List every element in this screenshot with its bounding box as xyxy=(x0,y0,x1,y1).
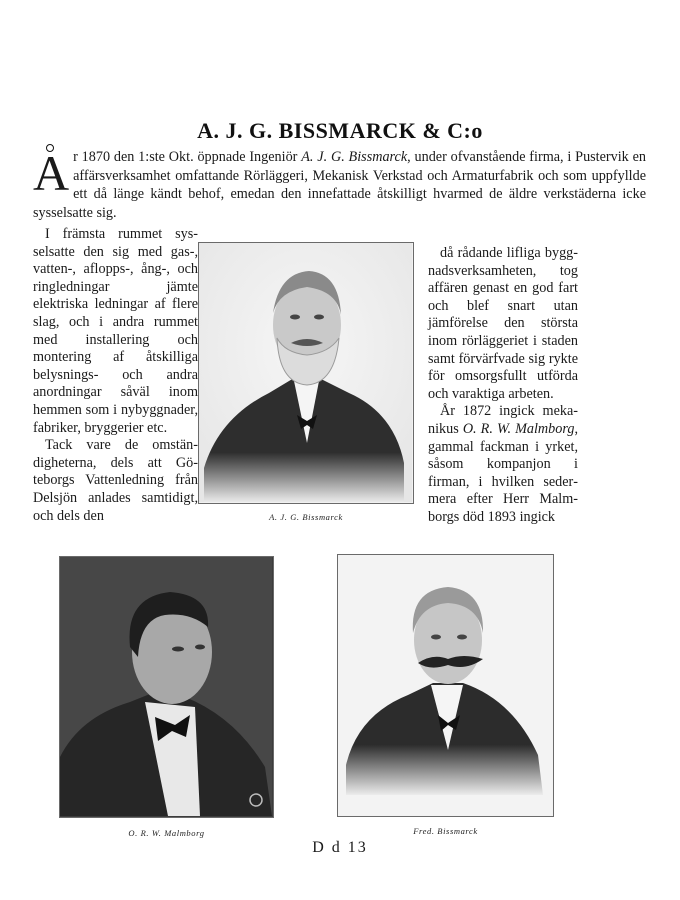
left-column xyxy=(33,226,198,525)
portrait-bearded-man-icon xyxy=(199,243,412,502)
right-paragraph-1: då rådande lifliga byggnadsverksamheten, tog affären genast en god fart och blef snart utan jämförelse den största inom rörläggeriet i staden samt förvärfvade sig rykte för omsorgsfullt utförda och varaktiga arbeten. xyxy=(428,245,578,402)
drop-cap: A xyxy=(33,145,70,201)
portrait-photo-malmborg xyxy=(59,556,274,818)
photo-caption: Fred. Bissmarck xyxy=(413,826,478,836)
portrait-man-bowtie-icon xyxy=(60,557,272,816)
ring-accent-icon xyxy=(46,144,54,152)
page-number: D d 13 xyxy=(312,839,368,856)
left-paragraph-1: I främsta rummet sysselsatte den sig med gas-, vatten-, aflopps-, ång-, och ringledningar jämte elektriska ledningar af flere slag, och i andra rummet med installering och montering af åtskilliga belysnings- och andra anordningar såväl inom hemmen som i nybyggnader, fabriker, bryggerier etc. xyxy=(33,226,198,436)
right-column xyxy=(428,245,578,527)
portrait-photo-fred-bissmarck xyxy=(337,554,554,817)
photo-caption: A. J. G. Bissmarck xyxy=(269,512,343,522)
page-title: A. J. G. BISSMARCK & C:o xyxy=(197,118,483,143)
intro-paragraph: Ar 1870 den 1:ste Okt. öppnade Ingeniör A. J. G. Bissmarck, under ofvanstående firma, i Pustervik en affärsverksamhet omfattande Rörläggeri, Mekanisk Verkstad och Armaturfabrik och som uppfyllde ett då länge kändt behof, emedan den innefattade åtskilligt hvarmed de äldre verkstäderna icke sysselsatte sig. xyxy=(33,145,646,221)
portrait-man-moustache-icon xyxy=(338,555,552,815)
portrait-photo-bissmarck xyxy=(198,242,414,504)
partner-name: O. R. W. Malmborg xyxy=(462,420,575,437)
founder-name: A. J. G. Bissmarck xyxy=(301,149,408,165)
photo-caption: O. R. W. Malmborg xyxy=(128,828,205,838)
left-paragraph-2: Tack vare de omständigheterna, dels att Göteborgs Vattenledning från Delsjön anlades samtidigt, och dels den xyxy=(33,437,198,524)
right-paragraph-2: År 1872 ingick mekanikus O. R. W. Malmborg, gammal fackman i yrket, såsom kompanjon i firman, i hvilken sedermera efter Herr Malmborgs död 1893 ingick xyxy=(428,403,578,525)
